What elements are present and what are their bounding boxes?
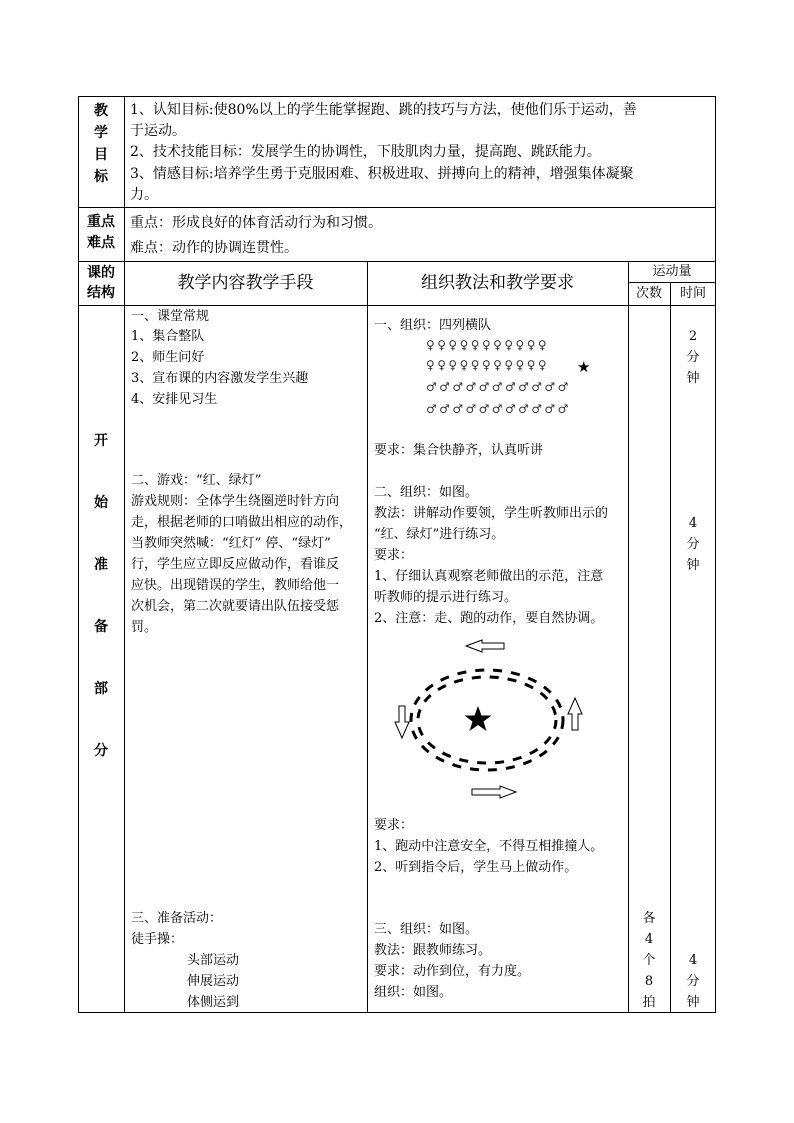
col-divider-content: [367, 261, 368, 1013]
method-warmup: 教法：跟教师练习。: [374, 943, 492, 958]
time-unit: 分: [686, 974, 700, 989]
goals-label-char: 目: [94, 147, 108, 163]
req-game-title: 要求：: [374, 548, 414, 563]
col-divider-method: [628, 261, 629, 1013]
row-divider-goals: [78, 207, 716, 208]
game-rule-line: 走，根据老师的口哨做出相应的动作，: [131, 515, 353, 530]
routine-title: 一、课堂常规: [131, 309, 210, 324]
formation-row-female: ♀♀♀♀♀♀♀♀♀♀♀: [426, 338, 550, 352]
game-rule-line: 游戏规则：全体学生绕圈逆时针方向: [131, 494, 340, 509]
key-difficulty: 难点：动作的协调连贯性。: [130, 240, 298, 256]
routine-item: 2、师生问好: [131, 350, 205, 365]
routine-item: 3、宣布课的内容激发学生兴趣: [131, 371, 309, 386]
content-column-header: 教学内容教学手段: [177, 273, 314, 293]
routine-item: 1、集合整队: [131, 329, 205, 344]
method-game-line: “红、绿灯”进行练习。: [374, 527, 505, 542]
structure-label-2: 结构: [87, 285, 115, 301]
req-game-item: 2、注意：走、跑的动作，要自然协调。: [374, 611, 604, 626]
warmup-item: 伸展运动: [187, 974, 240, 989]
game-rule-line: 行，学生应立即反应做动作，看谁反: [131, 557, 340, 572]
goals-label-char: 标: [94, 169, 108, 185]
col-divider-label: [124, 96, 125, 1013]
count-column-header: 次数: [635, 286, 662, 301]
count-char: 拍: [642, 995, 656, 1010]
section-label-char: 始: [94, 495, 108, 511]
arrow-right-icon: [472, 786, 516, 798]
count-warmup: [628, 908, 670, 1013]
warmup-item: 头部运动: [187, 953, 240, 968]
goals-label-char: 学: [94, 125, 108, 141]
time-column-header: 时间: [679, 286, 706, 301]
count-char: 个: [642, 953, 656, 968]
routine-item: 4、安排见习生: [131, 392, 218, 407]
running-circle-diagram: [376, 638, 596, 803]
req-run-item: 1、跑动中注意安全，不得互相推撞人。: [374, 839, 604, 854]
section-label-start: [78, 430, 124, 802]
formation-row-male: ♂♂♂♂♂♂♂♂♂♂♂: [426, 402, 571, 416]
col-divider-count: [670, 282, 671, 1013]
req-run-title: 要求：: [374, 818, 414, 833]
goal-affective-cont: 力。: [130, 187, 158, 203]
time-warmup: [670, 950, 716, 1013]
req-game-item: 1、仔细认真观察老师做出的示范，注意: [374, 569, 604, 584]
warmup-title: 三、准备活动：: [131, 911, 223, 926]
section-label-char: 部: [94, 681, 108, 697]
goal-cognitive: 1、认知目标:使80%以上的学生能掌握跑、跳的技巧与方法，使他们乐于运动，善: [130, 102, 637, 118]
load-header-divider: [628, 282, 716, 283]
running-track-icon: [411, 670, 563, 770]
org-formation: 一、组织：四列横队: [374, 318, 492, 333]
key-label-2: 难点: [87, 235, 115, 251]
section-label-char: 分: [94, 743, 108, 759]
goals-label-char: 教: [94, 103, 108, 119]
goal-affective: 3、情感目标:培养学生勇于克服困难、积极进取、拼搏向上的精神，增强集体凝聚: [130, 166, 634, 182]
game-title: 二、游戏：“红、绿灯”: [131, 473, 262, 488]
goal-skill: 2、技术技能目标：发展学生的协调性，下肢肌肉力量，提高跑、跳跃能力。: [130, 144, 601, 160]
goal-cognitive-cont: 于运动。: [130, 123, 186, 139]
key-label-1: 重点: [87, 214, 115, 230]
time-routine: [670, 326, 716, 389]
arrow-left-icon: [466, 640, 504, 652]
org-game: 二、组织：如图。: [374, 485, 479, 500]
running-track-icon: [418, 677, 556, 763]
arrow-up-icon: [568, 698, 582, 730]
teacher-star-icon: [465, 706, 492, 731]
section-label-char: 准: [94, 557, 108, 573]
game-rule-line: 次机会，第二次就要请出队伍接受惩: [131, 599, 340, 614]
org-warmup-2: 组织：如图。: [374, 985, 453, 1000]
count-char: 8: [644, 974, 654, 989]
key-focus: 重点：形成良好的体育活动行为和习惯。: [130, 215, 382, 231]
req-assembly: 要求：集合快静齐，认真听讲: [374, 443, 544, 458]
teacher-star-icon: ★: [577, 358, 591, 376]
row-divider-key: [78, 261, 716, 262]
arrow-down-icon: [395, 706, 409, 738]
time-unit: 分: [686, 537, 700, 552]
warmup-item: 体侧运到: [187, 995, 240, 1010]
table-border-top: [78, 96, 716, 97]
req-game-item: 听教师的提示进行练习。: [374, 590, 518, 605]
warmup-subtitle: 徒手操：: [131, 932, 184, 947]
time-value: 2: [688, 329, 698, 344]
formation-row-male: ♂♂♂♂♂♂♂♂♂♂♂: [426, 380, 571, 394]
load-column-header: 运动量: [652, 264, 692, 279]
method-game-line: 教法：讲解动作要领，学生听教师出示的: [374, 506, 609, 521]
count-char: 各: [642, 911, 656, 926]
section-label-char: 开: [94, 433, 108, 449]
org-warmup: 三、组织：如图。: [374, 922, 479, 937]
time-game: [670, 513, 716, 576]
time-unit: 分: [686, 350, 700, 365]
count-char: 4: [644, 932, 654, 947]
time-unit: 钟: [686, 371, 700, 386]
section-label-char: 备: [94, 619, 108, 635]
time-value: 4: [688, 516, 698, 531]
game-rule-line: 当教师突然喊：“红灯” 停、“绿灯”: [131, 536, 331, 551]
time-value: 4: [688, 953, 698, 968]
time-unit: 钟: [686, 995, 700, 1010]
structure-label-1: 课的: [87, 265, 115, 281]
table-border-bottom: [78, 1012, 716, 1013]
formation-row-female: ♀♀♀♀♀♀♀♀♀♀♀: [426, 358, 550, 372]
game-rule-line: 应快。出现错误的学生，教师给他一: [131, 578, 340, 593]
method-column-header: 组织教法和教学要求: [421, 273, 574, 293]
time-unit: 钟: [686, 558, 700, 573]
goals-label: [78, 100, 124, 188]
req-warmup: 要求：动作到位，有力度。: [374, 964, 531, 979]
req-run-item: 2、听到指令后，学生马上做动作。: [374, 860, 578, 875]
game-rule-line: 罚。: [131, 620, 158, 635]
